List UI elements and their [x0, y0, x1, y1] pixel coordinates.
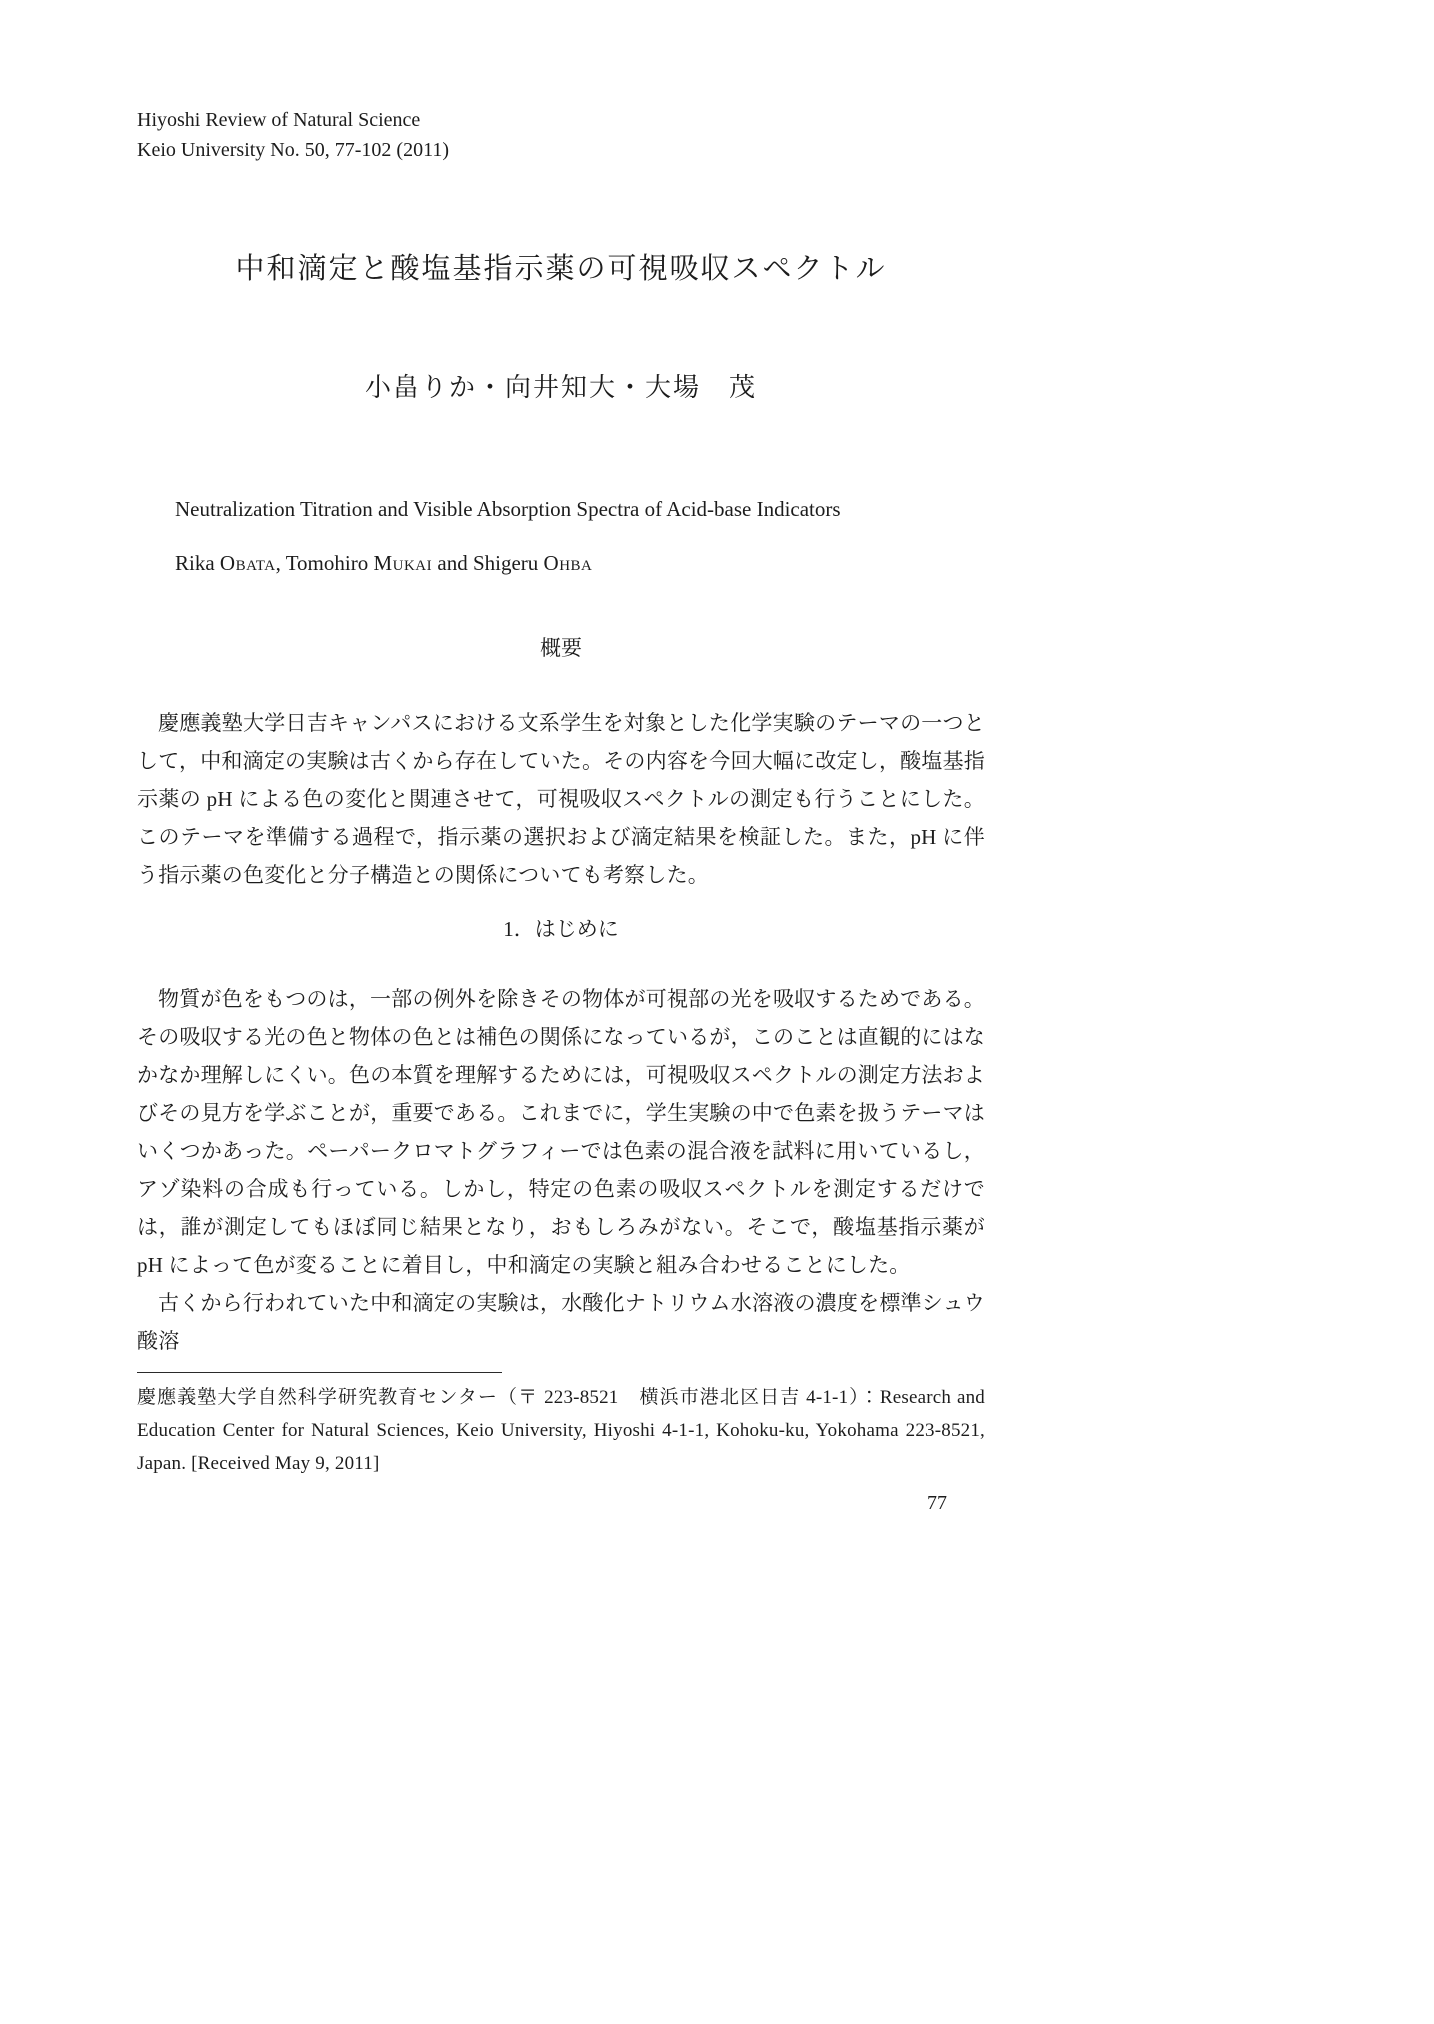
section-1-heading: 1．はじめに [503, 917, 619, 942]
journal-name: Hiyoshi Review of Natural Science [137, 109, 421, 131]
section-1-paragraph-1: 物質が色をもつのは，一部の例外を除きその物体が可視部の光を吸収するためである。その吸収する光の色と物体の色とは補色の関係になっているが，このことは直観的にはなかなか理解しにくい。色の本質を理解するためには，可視吸収スペクトルの測定方法およびその見方を学ぶことが，重要である。これまでに，学生実験の中で色素を扱うテーマはいくつかあった。ペーパークロマトグラフィーでは色素の混合液を試料に用いているし，アゾ染料の合成も行っている。しかし，特定の色素の吸収スペクトルを測定するだけでは，誰が測定してもほぼ同じ結果となり，おもしろみがない。そこで，酸塩基指示薬が pH によって色が変ることに着目し，中和滴定の実験と組み合わせることにした。 [137, 986, 985, 1277]
author-separator-1: , [275, 550, 286, 575]
author-3-first-name: Shigeru [472, 550, 544, 575]
paper-title-japanese: 中和滴定と酸塩基指示薬の可視吸収スペクトル [235, 253, 887, 285]
journal-header [137, 0, 985, 165]
abstract-body: 慶應義塾大学日吉キャンパスにおける文系学生を対象とした化学実験のテーマの一つとして，中和滴定の実験は古くから存在していた。その内容を今回大幅に改定し，酸塩基指示薬の pH による色の変化と関連させて，可視吸収スペクトルの測定も行うことにした。このテーマを準備する過程で，指示薬の選択および滴定結果を検証した。また，pH に伴う指示薬の色変化と分子構造との関係についても考察した。 [137, 711, 985, 888]
author-2-last-name: Mukai [373, 550, 433, 575]
abstract-heading: 概要 [540, 636, 582, 661]
footnote [137, 1372, 985, 1480]
author-2-first-name: Tomohiro [285, 550, 374, 575]
author-separator-2: and [432, 550, 473, 575]
footnote-text: 慶應義塾大学自然科学研究教育センター（〒 223-8521 横浜市港北区日吉 4-1-1）：Research and Education Center for Natural Sciences, Keio University, Hiyoshi 4-1-1, Kohoku-ku, Yokohama 223-8521, Japan. [Received May 9, 2011] [137, 1386, 985, 1474]
authors-english [137, 550, 985, 577]
section-1-paragraph-2: 古くから行われていた中和滴定の実験は，水酸化ナトリウム水溶液の濃度を標準シュウ酸溶 [137, 1290, 985, 1353]
page-number: 77 [927, 1491, 947, 1514]
footnote-rule [137, 1372, 502, 1373]
journal-issue: Keio University No. 50, 77-102 (2011) [137, 139, 449, 161]
author-1-last-name: Obata [219, 550, 276, 575]
authors-japanese: 小畠りか・向井知大・大場 茂 [364, 372, 757, 402]
paper-title-english: Neutralization Titration and Visible Absorption Spectra of Acid-base Indicators [175, 497, 841, 522]
page-content [137, 0, 985, 1515]
author-3-last-name: Ohba [543, 550, 593, 575]
author-1-first-name: Rika [175, 550, 220, 575]
